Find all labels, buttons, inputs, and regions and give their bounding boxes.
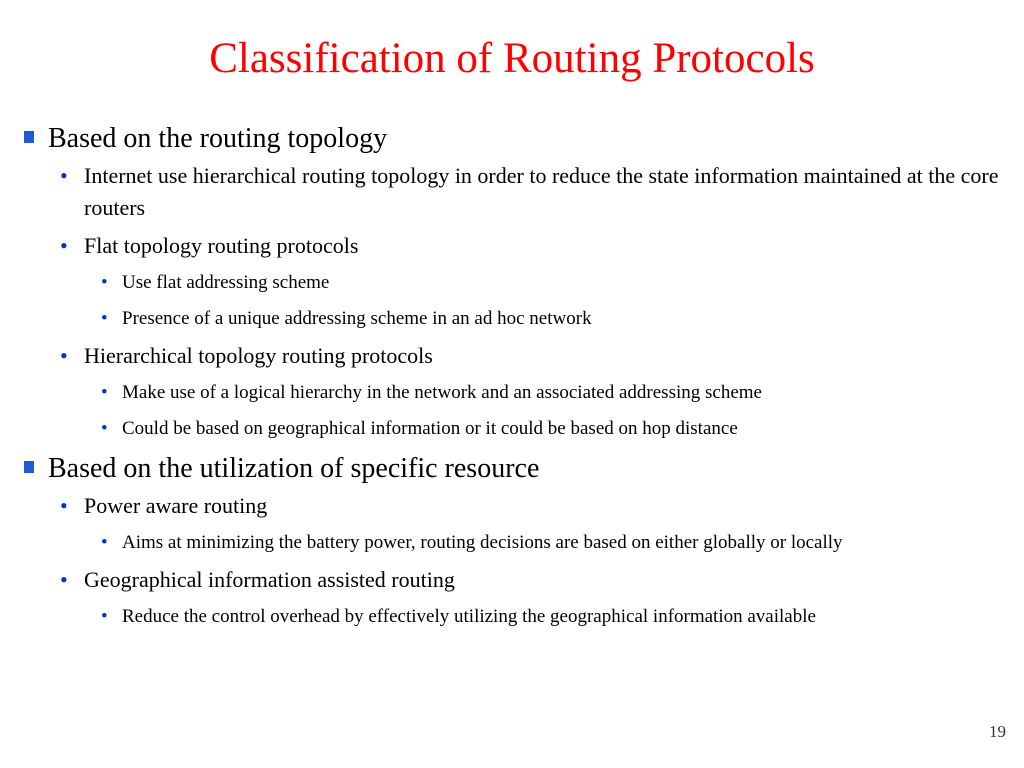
dot-bullet-icon: • bbox=[101, 606, 108, 627]
dot-bullet-icon: • bbox=[60, 233, 68, 258]
list-item bbox=[0, 414, 994, 443]
list-item bbox=[0, 230, 1009, 262]
dot-bullet-icon: • bbox=[60, 567, 68, 592]
square-bullet-icon bbox=[24, 131, 34, 143]
list-item-text: Hierarchical topology routing protocols bbox=[84, 343, 433, 368]
list-item-text: Power aware routing bbox=[84, 493, 268, 518]
dot-bullet-icon: • bbox=[101, 532, 108, 553]
list-item bbox=[0, 340, 1009, 372]
list-item bbox=[0, 304, 994, 333]
list-item-text: Flat topology routing protocols bbox=[84, 233, 359, 258]
dot-bullet-icon: • bbox=[101, 382, 108, 403]
list-item-text: Make use of a logical hierarchy in the network and an associated addressing scheme bbox=[122, 382, 762, 403]
list-item-text: Aims at minimizing the battery power, routing decisions are based on either globally or locally bbox=[122, 532, 843, 553]
square-bullet-icon bbox=[24, 461, 34, 473]
list-item bbox=[0, 378, 994, 407]
dot-bullet-icon: • bbox=[60, 343, 68, 368]
list-item bbox=[0, 160, 1009, 224]
list-item bbox=[0, 120, 1008, 158]
list-item-text: Internet use hierarchical routing topology in order to reduce the state information maintained at the core routers bbox=[84, 163, 999, 220]
list-item bbox=[0, 528, 994, 557]
list-item-text: Use flat addressing scheme bbox=[122, 272, 330, 293]
dot-bullet-icon: • bbox=[60, 163, 68, 188]
dot-bullet-icon: • bbox=[101, 272, 108, 293]
dot-bullet-icon: • bbox=[60, 493, 68, 518]
bullet-list bbox=[0, 120, 1024, 638]
page-number: 19 bbox=[989, 722, 1006, 741]
list-item-text: Presence of a unique addressing scheme in an ad hoc network bbox=[122, 308, 592, 329]
list-item-text: Based on the routing topology bbox=[48, 123, 388, 154]
list-item-text: Could be based on geographical information or it could be based on hop distance bbox=[122, 418, 738, 439]
list-item-text: Geographical information assisted routing bbox=[84, 567, 455, 592]
list-item-text: Based on the utilization of specific resource bbox=[48, 453, 540, 484]
list-item bbox=[0, 602, 994, 631]
slide-title: Classification of Routing Protocols bbox=[209, 35, 815, 82]
list-item bbox=[0, 490, 1009, 522]
dot-bullet-icon: • bbox=[101, 308, 108, 329]
list-item bbox=[0, 268, 994, 297]
list-item-text: Reduce the control overhead by effectively utilizing the geographical information available bbox=[122, 606, 816, 627]
list-item bbox=[0, 564, 1009, 596]
list-item bbox=[0, 450, 1008, 488]
dot-bullet-icon: • bbox=[101, 418, 108, 439]
